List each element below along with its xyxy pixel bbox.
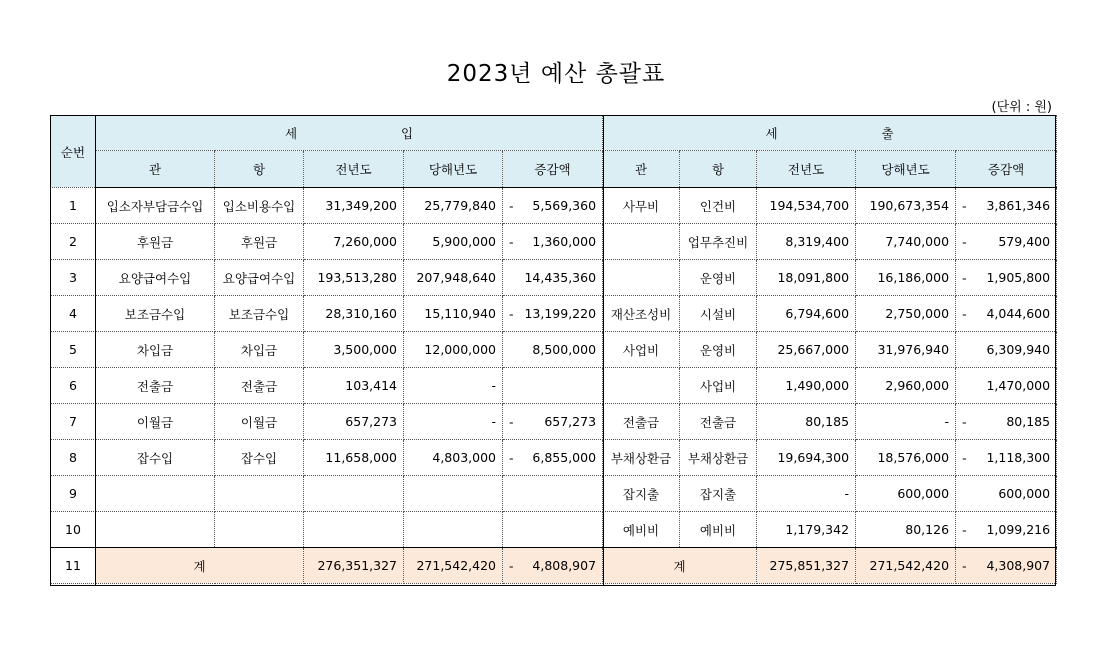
table-row [51,224,1057,260]
expense-total-curr: 271,542,420 [856,548,956,584]
minus-sign: - [509,450,514,465]
expense-diff: - 579,400 [956,224,1057,260]
table-row [51,404,1057,440]
income-hang: 입소비용수입 [215,188,304,224]
expense-hang: 시설비 [680,296,757,332]
header-income: 세 입 [96,116,603,151]
expense-curr: 31,976,940 [856,332,956,368]
expense-gwan: 사무비 [603,188,680,224]
expense-prev: 194,534,700 [757,188,856,224]
income-total-prev: 276,351,327 [304,548,404,584]
income-curr: - [404,368,503,404]
expense-diff: - 1,905,800 [956,260,1057,296]
income-prev: 657,273 [304,404,404,440]
income-gwan [96,512,215,548]
income-prev: 31,349,200 [304,188,404,224]
income-prev: 3,500,000 [304,332,404,368]
minus-sign: - [962,414,967,429]
header-no: 순번 [51,116,96,188]
expense-total-prev: 275,851,327 [757,548,856,584]
expense-gwan: 부채상환금 [603,440,680,476]
table-row [51,188,1057,224]
income-curr: - [404,404,503,440]
col-header: 항 [215,151,304,188]
income-hang: 후원금 [215,224,304,260]
expense-total-label: 계 [603,548,757,584]
income-curr: 5,900,000 [404,224,503,260]
expense-curr: 18,576,000 [856,440,956,476]
minus-sign: - [962,306,967,321]
expense-curr: 2,750,000 [856,296,956,332]
income-diff: - 1,360,000 [503,224,603,260]
minus-sign: - [962,234,967,249]
expense-prev: 25,667,000 [757,332,856,368]
table-row [51,260,1057,296]
minus-sign: - [509,306,514,321]
row-number: 7 [51,404,96,440]
table-row [51,296,1057,332]
row-number: 8 [51,440,96,476]
col-header: 증감액 [503,151,603,188]
income-curr: 15,110,940 [404,296,503,332]
income-curr: 4,803,000 [404,440,503,476]
income-total-diff: - 4,808,907 [503,548,603,584]
expense-gwan: 재산조성비 [603,296,680,332]
row-number: 9 [51,476,96,512]
income-total-label: 계 [96,548,304,584]
expense-prev: 19,694,300 [757,440,856,476]
page-title: 2023년 예산 총괄표 [446,61,666,87]
income-hang [215,512,304,548]
table-row [51,476,1057,512]
expense-diff: - 3,861,346 [956,188,1057,224]
table-row [51,512,1057,548]
minus-sign: - [509,234,514,249]
minus-sign: - [962,198,967,213]
income-hang: 차입금 [215,332,304,368]
expense-curr: 190,673,354 [856,188,956,224]
expense-prev: 6,794,600 [757,296,856,332]
col-header: 항 [680,151,757,188]
expense-diff: - 80,185 [956,404,1057,440]
table-row [51,440,1057,476]
expense-curr: 2,960,000 [856,368,956,404]
row-number: 10 [51,512,96,548]
income-gwan: 보조금수입 [96,296,215,332]
income-hang: 이월금 [215,404,304,440]
row-number: 4 [51,296,96,332]
minus-sign: - [509,414,514,429]
income-diff: - 13,199,220 [503,296,603,332]
col-header: 전년도 [304,151,404,188]
expense-curr: - [856,404,956,440]
total-row [51,548,1057,584]
expense-hang: 잡지출 [680,476,757,512]
expense-gwan [603,260,680,296]
unit-label: (단위 : 원) [991,100,1052,115]
minus-sign: - [509,198,514,213]
expense-hang: 운영비 [680,260,757,296]
expense-curr: 7,740,000 [856,224,956,260]
income-diff: - 5,569,360 [503,188,603,224]
income-prev [304,512,404,548]
expense-curr: 600,000 [856,476,956,512]
expense-gwan: 잡지출 [603,476,680,512]
income-prev: 7,260,000 [304,224,404,260]
budget-table [50,115,1057,584]
expense-diff: - 1,099,216 [956,512,1057,548]
expense-hang: 부채상환금 [680,440,757,476]
income-diff: - 657,273 [503,404,603,440]
income-curr: 25,779,840 [404,188,503,224]
expense-hang: 업무추진비 [680,224,757,260]
income-gwan [96,476,215,512]
row-number: 6 [51,368,96,404]
row-number: 1 [51,188,96,224]
minus-sign: - [962,522,967,537]
income-gwan: 후원금 [96,224,215,260]
income-hang [215,476,304,512]
expense-curr: 16,186,000 [856,260,956,296]
income-diff: 14,435,360 [503,260,603,296]
income-hang: 요양급여수입 [215,260,304,296]
expense-total-diff: - 4,308,907 [956,548,1057,584]
income-diff: - 6,855,000 [503,440,603,476]
expense-gwan [603,368,680,404]
row-number: 3 [51,260,96,296]
minus-sign: - [962,558,967,573]
expense-gwan: 예비비 [603,512,680,548]
minus-sign: - [962,270,967,285]
income-diff: 8,500,000 [503,332,603,368]
income-gwan: 잡수입 [96,440,215,476]
expense-prev: 8,319,400 [757,224,856,260]
income-prev: 193,513,280 [304,260,404,296]
expense-prev: 1,179,342 [757,512,856,548]
expense-hang: 전출금 [680,404,757,440]
income-gwan: 이월금 [96,404,215,440]
income-diff [503,512,603,548]
expense-hang: 사업비 [680,368,757,404]
expense-gwan: 전출금 [603,404,680,440]
row-number: 11 [51,548,96,584]
expense-hang: 운영비 [680,332,757,368]
expense-diff: 6,309,940 [956,332,1057,368]
col-header: 관 [603,151,680,188]
expense-hang: 인건비 [680,188,757,224]
expense-diff: 600,000 [956,476,1057,512]
expense-diff: 1,470,000 [956,368,1057,404]
income-curr: 207,948,640 [404,260,503,296]
income-curr: 12,000,000 [404,332,503,368]
income-prev [304,476,404,512]
income-hang: 보조금수입 [215,296,304,332]
income-gwan: 요양급여수입 [96,260,215,296]
col-header: 증감액 [956,151,1057,188]
income-gwan: 차입금 [96,332,215,368]
expense-prev: 1,490,000 [757,368,856,404]
income-gwan: 전출금 [96,368,215,404]
income-diff [503,368,603,404]
income-diff [503,476,603,512]
expense-curr: 80,126 [856,512,956,548]
col-header: 전년도 [757,151,856,188]
row-number: 5 [51,332,96,368]
col-header: 당해년도 [856,151,956,188]
minus-sign: - [962,450,967,465]
expense-prev: 80,185 [757,404,856,440]
income-curr [404,512,503,548]
col-header: 당해년도 [404,151,503,188]
income-curr [404,476,503,512]
income-prev: 28,310,160 [304,296,404,332]
header-expense: 세 출 [603,116,1057,151]
expense-diff: - 1,118,300 [956,440,1057,476]
income-total-curr: 271,542,420 [404,548,503,584]
income-prev: 11,658,000 [304,440,404,476]
row-number: 2 [51,224,96,260]
table-row [51,332,1057,368]
income-hang: 전출금 [215,368,304,404]
expense-gwan: 사업비 [603,332,680,368]
expense-prev: - [757,476,856,512]
expense-diff: - 4,044,600 [956,296,1057,332]
expense-prev: 18,091,800 [757,260,856,296]
table-row [51,368,1057,404]
income-gwan: 입소자부담금수입 [96,188,215,224]
expense-hang: 예비비 [680,512,757,548]
income-hang: 잡수입 [215,440,304,476]
expense-gwan [603,224,680,260]
income-prev: 103,414 [304,368,404,404]
col-header: 관 [96,151,215,188]
minus-sign: - [509,558,514,573]
